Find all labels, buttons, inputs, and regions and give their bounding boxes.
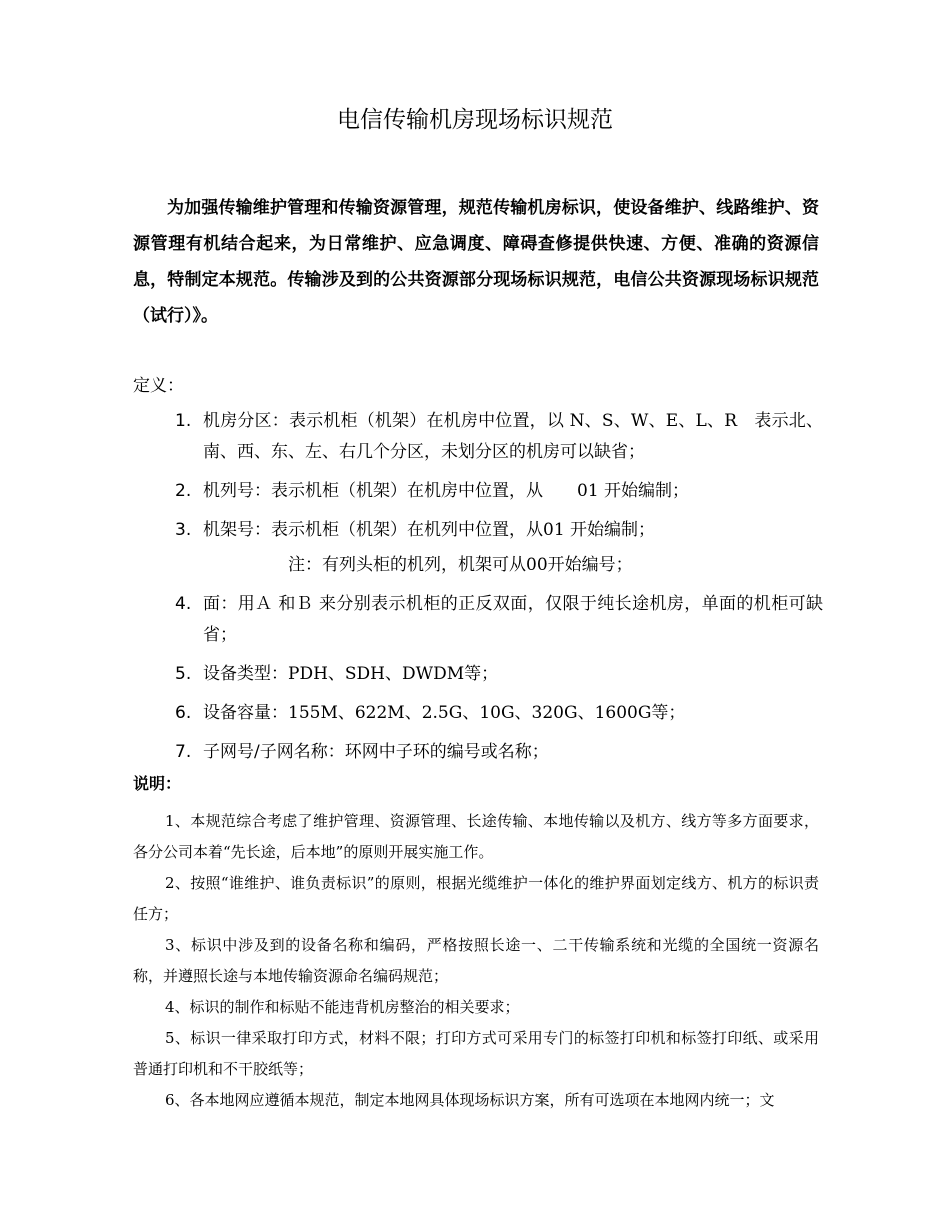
definition-item <box>133 737 823 768</box>
definition-note: 注：有列头柜的机列，机架可从00开始编号； <box>288 555 633 575</box>
explanation-item: 5、标识一律采取打印方式，材料不限；打印方式可采用专门的标签打印机和标签打印纸、或采用普通打印机和不干胶纸等； <box>133 1029 819 1078</box>
document-title: 电信传输机房现场标识规范 <box>337 107 613 133</box>
explanations-heading: 说明： <box>133 774 182 793</box>
definition-number: 4. <box>175 594 192 614</box>
definition-text: 机房分区：表示机柜（机架）在机房中位置，以 N、S、W、E、L、R 表示北、南、西、东、左、右几个分区，未划分区的机房可以缺省； <box>203 411 823 462</box>
definition-item <box>133 515 823 546</box>
definition-item <box>133 406 823 468</box>
definition-item <box>133 476 823 507</box>
definition-number: 6. <box>175 703 192 723</box>
definition-text: 机架号：表示机柜（机架）在机列中位置，从01 开始编制； <box>203 520 656 540</box>
definition-text: 设备容量：155M、622M、2.5G、10G、320G、1600G等； <box>203 703 686 723</box>
definition-text: 机列号：表示机柜（机架）在机房中位置，从 01 开始编制； <box>203 481 690 501</box>
intro-paragraph: 为加强传输维护管理和传输资源管理，规范传输机房标识，使设备维护、线路维护、资源管理有机结合起来，为日常维护、应急调度、障碍查修提供快速、方便、准确的资源信息，特制定本规范。传输涉及到的公共资源部分现场标识规范，电信公共资源现场标识规范（试行）》。 <box>133 198 819 326</box>
definition-text: 设备类型：PDH、SDH、DWDM等； <box>203 664 499 684</box>
definition-number: 5. <box>175 664 192 684</box>
definitions-list <box>133 406 823 776</box>
definition-item <box>133 589 823 651</box>
explanation-item: 3、标识中涉及到的设备名称和编码，严格按照长途一、二干传输系统和光缆的全国统一资源名称，并遵照长途与本地传输资源命名编码规范； <box>133 936 819 985</box>
definition-text: 面：用Ａ 和Ｂ 来分别表示机柜的正反双面，仅限于纯长途机房，单面的机柜可缺省； <box>203 594 823 645</box>
explanations-list <box>133 806 819 1116</box>
definition-text: 子网号/子网名称：环网中子环的编号或名称； <box>203 742 549 762</box>
explanation-item: 1、本规范综合考虑了维护管理、资源管理、长途传输、本地传输以及机方、线方等多方面要求，各分公司本着“先长途，后本地”的原则开展实施工作。 <box>133 812 819 861</box>
definition-number: 1. <box>175 411 192 431</box>
explanation-item: 2、按照“谁维护、谁负责标识”的原则，根据光缆维护一体化的维护界面划定线方、机方的标识责任方； <box>133 874 819 923</box>
definition-number: 7. <box>175 742 192 762</box>
definition-number: 3. <box>175 520 192 540</box>
definition-number: 2. <box>175 481 192 501</box>
explanation-item: 4、标识的制作和标贴不能违背机房整治的相关要求； <box>165 998 520 1016</box>
definitions-heading: 定义： <box>133 376 184 396</box>
explanation-item: 6、各本地网应遵循本规范，制定本地网具体现场标识方案，所有可选项在本地网内统一；文 <box>165 1091 775 1109</box>
definition-item <box>133 698 823 729</box>
definition-item <box>133 659 823 690</box>
